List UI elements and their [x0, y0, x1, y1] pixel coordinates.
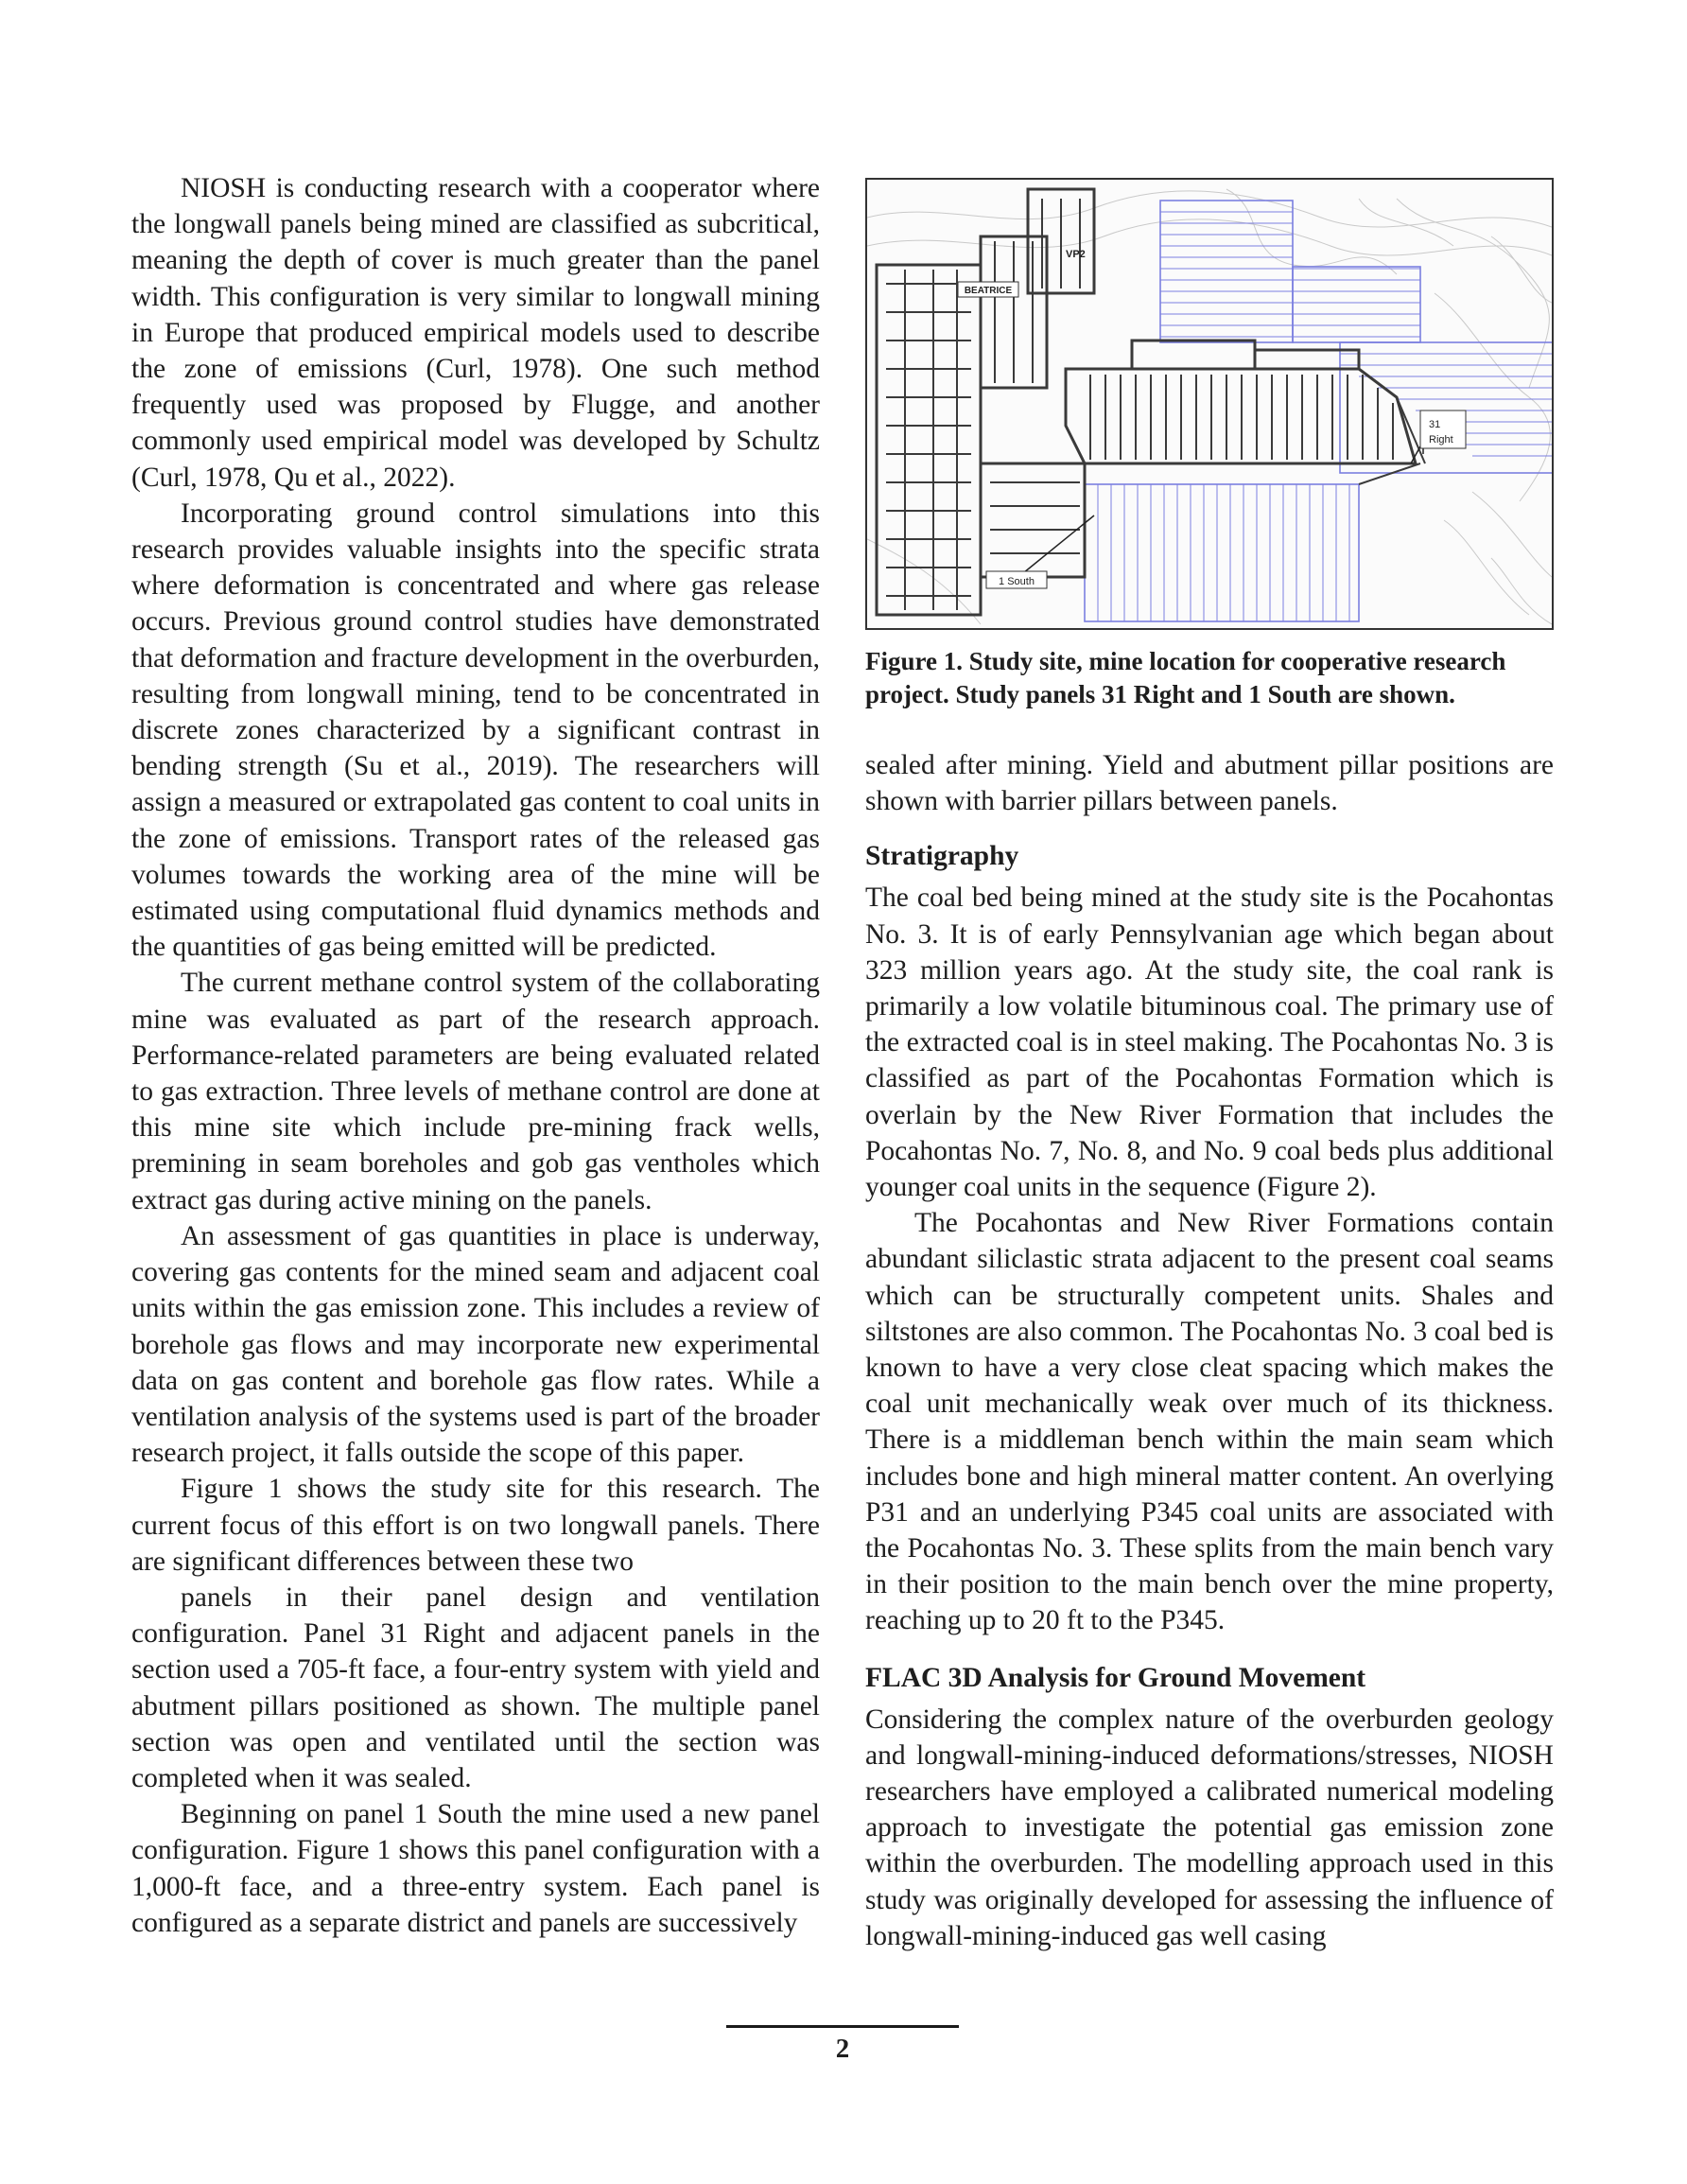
footer-rule [726, 2025, 959, 2028]
paragraph: Figure 1 shows the study site for this research. The current focus of this effort is on two longwall panels. There are significant differences between these two [131, 1474, 820, 1577]
paragraph: Considering the complex nature of the overburden geology and longwall-mining-induced deformations/stresses, NIOSH researchers have employed a calibrated numerical modeling approach to investigate the potential gas emission zone within the overburden. The modelling approach used in this study was originally developed for assessing the influence of longwall-mining-induced gas well casing [865, 1704, 1554, 1951]
paragraph: Beginning on panel 1 South the mine used a new panel configuration. Figure 1 shows this panel configuration with a 1,000-ft face, and a three-entry system. Each panel is configured as a separate district and panels are successively [131, 1799, 820, 1938]
paragraph: sealed after mining. Yield and abutment pillar positions are shown with barrier pillars between panels. [865, 750, 1554, 817]
right-column [865, 747, 1554, 1954]
lower-blue-panel [1085, 484, 1359, 621]
label-right: Right [1429, 434, 1453, 446]
label-vp2: VP2 [1066, 249, 1086, 260]
paragraph: An assessment of gas quantities in place is underway, covering gas contents for the mined seam and adjacent coal units within the gas emission zone. This includes a review of borehole gas flows and may incorporate new experimental data on gas content and borehole gas flow rates. While a ventilation analysis of the systems used is part of the broader research project, it falls outside the scope of this paper. [131, 1220, 820, 1469]
paragraph: The Pocahontas and New River Formations contain abundant siliclastic strata adjacent to the present coal seams which can be structurally competent units. Shales and siltstones are also common. The Pocahontas No. 3 coal bed is known to have a very close cleat spacing which makes the coal unit mechanically weak over much of its thickness. There is a middleman bench within the main seam which includes bone and high mineral matter content. An overlying P31 and an underlying P345 coal units are associated with the Pocahontas No. 3. These splits from the main bench vary in their position to the main bench over the mine property, reaching up to 20 ft to the P345. [865, 1208, 1554, 1636]
paragraph: NIOSH is conducting research with a cooperator where the longwall panels being mined are classified as subcritical, meaning the depth of cover is much greater than the panel width. This configuration is very similar to longwall mining in Europe that produced empirical models used to describe the zone of emissions (Curl, 1978). One such method frequently used was proposed by Flugge, and another commonly used empirical model was developed by Schultz (Curl, 1978, Qu et al., 2022). [131, 173, 820, 493]
label-beatrice: BEATRICE [964, 286, 1013, 296]
left-column [131, 170, 820, 1941]
paragraph: The current methane control system of the collaborating mine was evaluated as part of the research approach. Performance-related parameters are being evaluated related to gas extraction. Three levels of methane control are done at this mine site which include pre-mining frack wells, premining in seam boreholes and gob gas ventholes which extract gas during active mining on the panels. [131, 968, 820, 1215]
lower-panel-lines [1098, 484, 1349, 621]
page-number: 2 [835, 2034, 850, 2064]
paragraph: The coal bed being mined at the study site is the Pocahontas No. 3. It is of early Pennsylvanian age which began about 323 million years ago. At the study site, the coal rank is primarily a low volatile bituminous coal. The primary use of the extracted coal is in steel making. The Pocahontas No. 3 is classified as part of the Pocahontas Formation which is overlain by the New River Formation that includes the Pocahontas No. 7, No. 8, and No. 9 coal beds plus additional younger coal units in the sequence (Figure 2). [865, 882, 1554, 1203]
paragraph: Incorporating ground control simulations into this research provides valuable insights into the specific strata where deformation is concentrated and where gas release occurs. Previous ground control studies have demonstrated that deformation and fracture development in the overburden, resulting from longwall mining, tend to be concentrated in discrete zones characterized by a significant contrast in bending strength (Su et al., 2019). The researchers will assign a measured or extrapolated gas content to coal units in the zone of emissions. Transport rates of the released gas volumes towards the working area of the mine will be estimated using computational fluid dynamics methods and the quantities of gas being emitted will be predicted. [131, 498, 820, 963]
section-heading-flac: FLAC 3D Analysis for Ground Movement [865, 1662, 1366, 1693]
topographic-contours [867, 189, 1552, 624]
mine-map-drawing [867, 180, 1552, 628]
figure-caption: Figure 1. Study site, mine location for cooperative research project. Study panels 31 Right and 1 South are shown. [865, 647, 1506, 708]
label-1-south: 1 South [999, 576, 1035, 587]
figure-1 [865, 178, 1554, 711]
upper-panel-lines [1160, 212, 1552, 456]
section-heading-stratigraphy: Stratigraphy [865, 841, 1019, 872]
paragraph: panels in their panel design and ventilation configuration. Panel 31 Right and adjacent panels in the section used a 705-ft face, a four-entry system with yield and abutment pillars positioned as shown. The multiple panel section was open and ventilated until the section was completed when it was sealed. [131, 1581, 820, 1793]
label-31: 31 [1429, 419, 1441, 430]
mine-map-image [865, 178, 1554, 630]
